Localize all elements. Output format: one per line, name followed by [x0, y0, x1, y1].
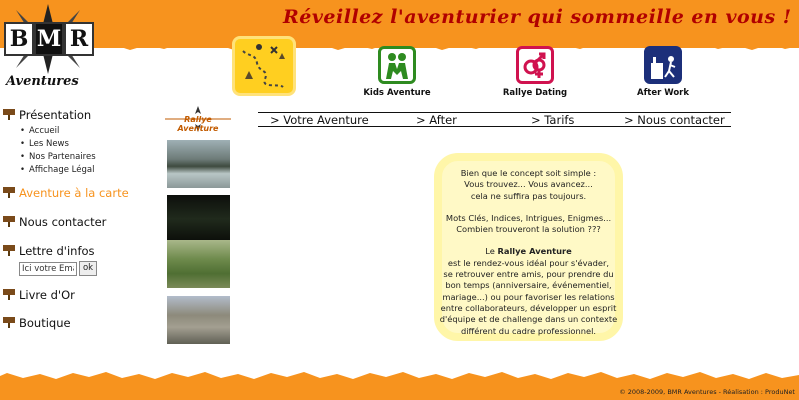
- sidebar-item-label: Lettre d'infos: [19, 244, 95, 258]
- nav-tarifs[interactable]: > Tarifs: [531, 113, 575, 127]
- intro-line: entre collaborateurs, développer un esprit: [440, 302, 617, 313]
- photo-riverbed[interactable]: [167, 296, 230, 344]
- sign-icon: [2, 244, 16, 256]
- logo-letter-r: R: [64, 22, 94, 56]
- sign-icon: [2, 215, 16, 227]
- dating-icon: [516, 46, 554, 84]
- sign-icon: [2, 108, 16, 120]
- photo-night-group[interactable]: [167, 195, 230, 243]
- photo-picnic[interactable]: [167, 240, 230, 288]
- sidebar-item-label: Aventure à la carte: [19, 186, 129, 200]
- afterwork-icon: [644, 46, 682, 84]
- rallye-logo-text: Rallye Aventure: [177, 115, 219, 133]
- intro-text: [435, 168, 622, 348]
- sidebar-sub-affichage-legal[interactable]: • Affichage Légal: [20, 165, 94, 175]
- sidebar-item-presentation[interactable]: [2, 108, 91, 122]
- sidebar-item-livre-or[interactable]: [2, 288, 75, 302]
- sign-icon: [2, 316, 16, 328]
- newsletter-ok-button[interactable]: ok: [79, 261, 97, 276]
- site-logo[interactable]: [2, 2, 94, 88]
- sign-icon: [2, 288, 16, 300]
- rallye-dating-link[interactable]: [494, 46, 576, 98]
- photo-lake[interactable]: [167, 140, 230, 188]
- sidebar-sub-accueil[interactable]: • Accueil: [20, 126, 59, 136]
- logo-caption: Aventures: [6, 74, 79, 89]
- intro-line: Mots Clés, Indices, Intrigues, Enigmes...: [445, 212, 612, 223]
- treasure-map-link[interactable]: [232, 36, 296, 96]
- sidebar-item-nous-contacter[interactable]: [2, 215, 106, 229]
- nav-votre-aventure[interactable]: > Votre Aventure: [270, 113, 369, 127]
- intro-line: se retrouver entre amis, pour prendre du: [443, 269, 614, 280]
- intro-line: Vous trouvez... Vous avancez...: [464, 179, 593, 190]
- logo-letter-b: B: [4, 22, 34, 56]
- sidebar-item-boutique[interactable]: [2, 316, 71, 330]
- nav-after[interactable]: > After: [416, 113, 457, 127]
- sidebar-sub-news[interactable]: • Les News: [20, 139, 69, 149]
- newsletter-email-input[interactable]: [19, 262, 77, 276]
- kids-icon: [378, 46, 416, 84]
- sidebar-item-label: Présentation: [19, 108, 92, 122]
- sidebar-item-lettre-infos[interactable]: [2, 244, 95, 258]
- intro-line: Bien que le concept soit simple :: [460, 168, 597, 178]
- content-nav: [258, 112, 731, 127]
- intro-prefix: Le: [485, 246, 498, 257]
- sidebar-item-label: Boutique: [19, 316, 71, 330]
- kids-aventure-label: Kids Aventure: [363, 88, 431, 98]
- site-tagline: Réveillez l'aventurier qui sommeille en vous !: [283, 6, 792, 28]
- logo-letter-m: M: [34, 22, 64, 56]
- sidebar-item-label: Nous contacter: [19, 215, 107, 229]
- sidebar-item-label: Livre d'Or: [19, 288, 75, 302]
- intro-line: Combien trouveront la solution ???: [456, 224, 601, 235]
- rallye-dating-label: Rallye Dating: [502, 88, 568, 98]
- footer-torn-edge: [0, 370, 799, 382]
- intro-line: mariage...) ou pour favoriser les relations: [442, 291, 615, 302]
- footer-copyright: © 2008-2009, BMR Aventures - Réalisation : ProduNet: [619, 388, 795, 396]
- rallye-aventure-name: Rallye Aventure: [497, 246, 572, 257]
- after-work-link[interactable]: [628, 46, 698, 98]
- intro-line: bon temps (anniversaire, événementiel,: [445, 280, 612, 291]
- kids-aventure-link[interactable]: [362, 46, 432, 98]
- intro-line: cela ne suffira pas toujours.: [470, 190, 587, 201]
- intro-line: d'équipe et de challenge dans un contexte: [439, 314, 618, 325]
- sidebar-sub-partenaires[interactable]: • Nos Partenaires: [20, 152, 96, 162]
- treasure-map-icon: [235, 39, 293, 93]
- intro-line: différent du cadre professionnel.: [460, 325, 597, 336]
- nav-nous-contacter[interactable]: > Nous contacter: [624, 113, 725, 127]
- rallye-aventure-logo: [163, 106, 233, 132]
- sidebar-item-aventure-carte[interactable]: [2, 186, 129, 200]
- intro-line: est le rendez-vous idéal pour s'évader,: [447, 257, 610, 268]
- after-work-label: After Work: [636, 88, 689, 98]
- sign-icon: [2, 186, 16, 198]
